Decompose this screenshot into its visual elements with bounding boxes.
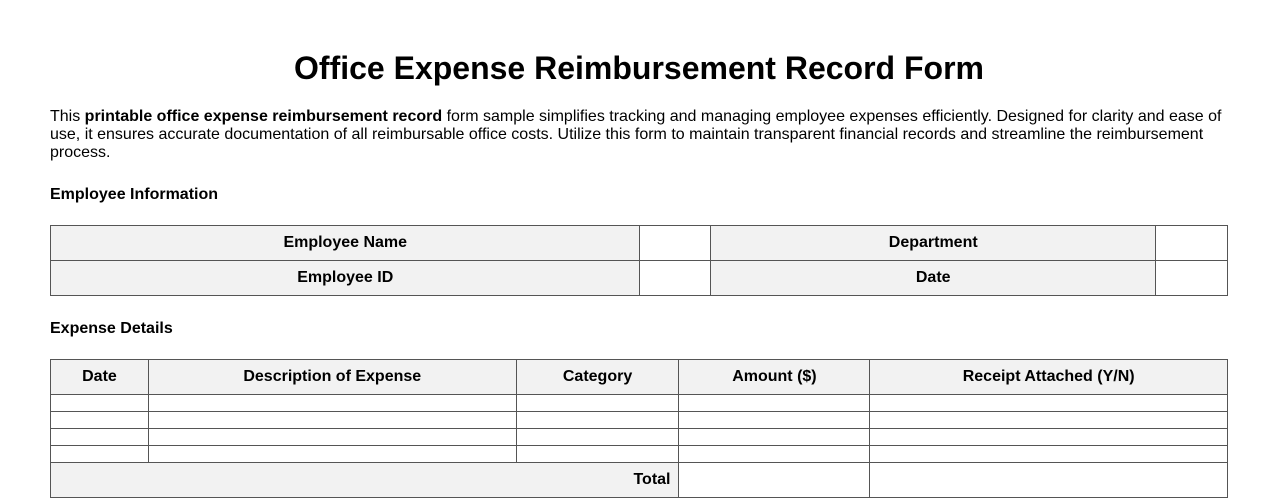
column-header-category: Category [516,360,679,395]
intro-rest: form sample simplifies tracking and managing employee expenses efficiently. Designed for clarity and ease of use, it ensures accurate documentation of all reimbursable office costs. Utilize this form to maintain transparent financial records and streamline the reimbursement process. [50,108,1222,161]
expense-row [51,446,1228,463]
total-label: Total [51,463,679,498]
department-field[interactable] [1156,226,1228,261]
expense-details-heading: Expense Details [50,320,173,337]
expense-receipt-cell[interactable] [870,412,1228,429]
expense-category-cell[interactable] [516,412,679,429]
expense-row [51,395,1228,412]
expense-date-cell[interactable] [51,395,149,412]
employee-id-field[interactable] [640,261,711,296]
employee-name-label: Employee Name [51,226,640,261]
intro-bold-phrase: printable office expense reimbursement record [84,108,443,125]
expense-date-cell[interactable] [51,412,149,429]
total-amount-cell[interactable] [679,463,870,498]
employee-row [51,261,1228,296]
date-label: Date [711,261,1156,296]
expense-row [51,429,1228,446]
expense-category-cell[interactable] [516,429,679,446]
form-title: Office Expense Reimbursement Record Form [294,50,984,86]
expense-amount-cell[interactable] [679,395,870,412]
intro-lead: This [50,108,85,125]
employee-info-heading: Employee Information [50,186,219,203]
expense-header-row [51,360,1228,395]
column-header-description: Description of Expense [148,360,516,395]
expense-category-cell[interactable] [516,395,679,412]
expense-amount-cell[interactable] [679,429,870,446]
expense-description-cell[interactable] [148,395,516,412]
expense-description-cell[interactable] [148,412,516,429]
employee-name-field[interactable] [640,226,711,261]
expense-receipt-cell[interactable] [870,429,1228,446]
intro-paragraph [50,108,1230,162]
employee-info-table [50,225,1228,296]
column-header-receipt: Receipt Attached (Y/N) [870,360,1228,395]
column-header-date: Date [51,360,149,395]
expense-receipt-cell[interactable] [870,395,1228,412]
total-row [51,463,1228,498]
expense-category-cell[interactable] [516,446,679,463]
expense-amount-cell[interactable] [679,412,870,429]
expense-details-table [50,359,1228,498]
total-receipt-cell[interactable] [870,463,1228,498]
column-header-amount: Amount ($) [679,360,870,395]
expense-amount-cell[interactable] [679,446,870,463]
expense-description-cell[interactable] [148,429,516,446]
department-label: Department [711,226,1156,261]
expense-date-cell[interactable] [51,429,149,446]
employee-id-label: Employee ID [51,261,640,296]
employee-row [51,226,1228,261]
date-field[interactable] [1156,261,1228,296]
expense-date-cell[interactable] [51,446,149,463]
expense-receipt-cell[interactable] [870,446,1228,463]
expense-row [51,412,1228,429]
expense-description-cell[interactable] [148,446,516,463]
